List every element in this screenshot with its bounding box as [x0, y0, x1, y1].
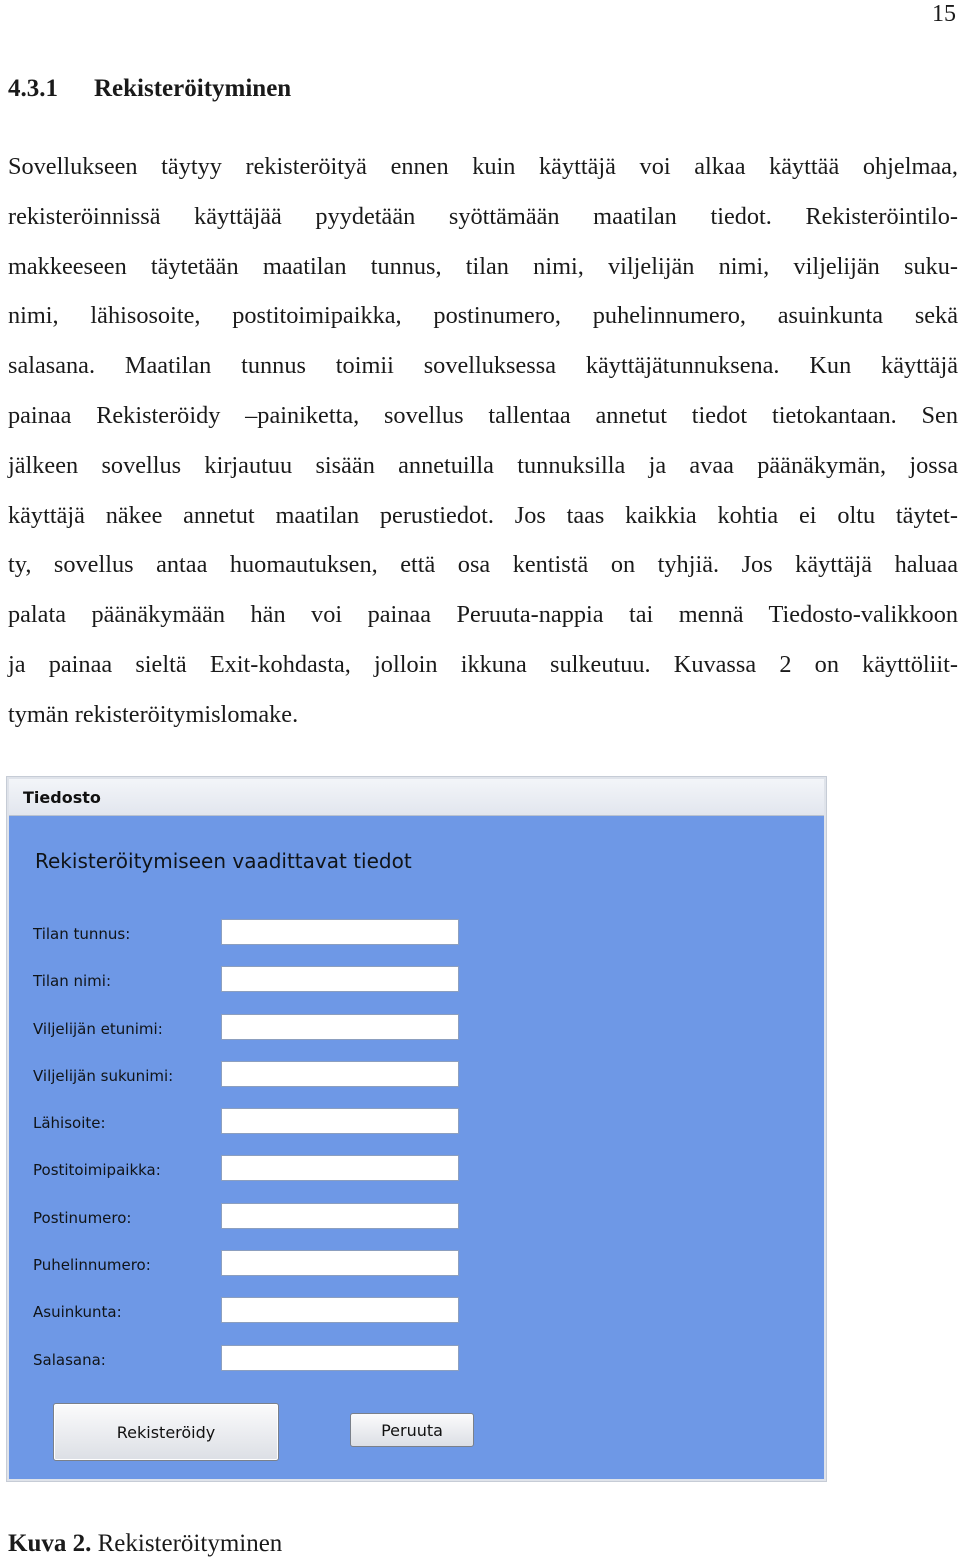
- paragraph-line: makkeeseen täytetään maatilan tunnus, tilan nimi, viljelijän nimi, viljelijän suku-: [8, 252, 958, 280]
- paragraph-line: painaa Rekisteröidy –painiketta, sovellus tallentaa annetut tiedot tietokantaan. Sen: [8, 401, 958, 429]
- field-row-last-name: [33, 1061, 473, 1091]
- paragraph-line: jälkeen sovellus kirjautuu sisään annetuilla tunnuksilla ja avaa päänäkymän, jossa: [8, 451, 958, 479]
- field-row-municipality: [33, 1297, 473, 1327]
- caption-text: Rekisteröityminen: [91, 1530, 283, 1557]
- field-row-post-office: [33, 1155, 473, 1185]
- last-name-input[interactable]: [221, 1061, 459, 1087]
- paragraph-line: ty, sovellus antaa huomautuksen, että osa kentistä on tyhjiä. Jos käyttäjä haluaa: [8, 551, 958, 579]
- paragraph-line: palata päänäkymään hän voi painaa Peruuta-nappia tai mennä Tiedosto-valikkoon: [8, 601, 958, 629]
- field-label: Salasana:: [33, 1351, 106, 1369]
- page-number: 15: [932, 1, 956, 27]
- field-label: Viljelijän etunimi:: [33, 1020, 163, 1038]
- farm-name-input[interactable]: [221, 966, 459, 992]
- phone-input[interactable]: [221, 1250, 459, 1276]
- password-input[interactable]: [221, 1345, 459, 1371]
- paragraph-line: nimi, lähisosoite, postitoimipaikka, postinumero, puhelinnumero, asuinkunta sekä: [8, 302, 958, 330]
- first-name-input[interactable]: [221, 1014, 459, 1040]
- registration-window: [9, 779, 824, 1479]
- register-button[interactable]: Rekisteröidy: [53, 1403, 279, 1461]
- paragraph-line: ja painaa sieltä Exit-kohdasta, jolloin ikkuna sulkeutuu. Kuvassa 2 on käyttöliit-: [8, 650, 958, 678]
- field-row-farm-name: [33, 966, 473, 996]
- field-row-street-address: [33, 1108, 473, 1138]
- field-label: Tilan tunnus:: [33, 925, 131, 943]
- field-row-phone: [33, 1250, 473, 1280]
- form-title: Rekisteröitymiseen vaadittavat tiedot: [35, 849, 412, 873]
- municipality-input[interactable]: [221, 1297, 459, 1323]
- field-row-postal-code: [33, 1203, 473, 1233]
- post-office-input[interactable]: [221, 1155, 459, 1181]
- field-row-password: [33, 1345, 473, 1375]
- paragraph-line: tymän rekisteröitymislomake.: [8, 700, 299, 728]
- section-number: 4.3.1: [8, 75, 58, 102]
- field-label: Lähisoite:: [33, 1114, 106, 1132]
- field-label: Postitoimipaikka:: [33, 1161, 161, 1179]
- field-label: Viljelijän sukunimi:: [33, 1067, 174, 1085]
- field-label: Postinumero:: [33, 1209, 132, 1227]
- field-row-first-name: [33, 1014, 473, 1044]
- street-address-input[interactable]: [221, 1108, 459, 1134]
- figure-caption: [8, 1526, 282, 1562]
- paragraph-line: käyttäjä näkee annetut maatilan perustiedot. Jos taas kaikkia kohtia ei oltu täytet-: [8, 501, 958, 529]
- menubar: [9, 779, 824, 816]
- paragraph-line: rekisteröinnissä käyttäjää pyydetään syöttämään maatilan tiedot. Rekisteröintilo-: [8, 202, 958, 230]
- field-row-farm-id: [33, 919, 473, 949]
- field-label: Asuinkunta:: [33, 1303, 122, 1321]
- body-paragraph: [8, 142, 958, 740]
- caption-label: Kuva 2.: [8, 1530, 92, 1557]
- menu-file[interactable]: Tiedosto: [23, 788, 101, 807]
- section-title: Rekisteröityminen: [94, 75, 292, 102]
- registration-form-screenshot: [6, 776, 827, 1482]
- field-label: Puhelinnumero:: [33, 1256, 151, 1274]
- section-heading: [8, 73, 291, 105]
- paragraph-line: Sovellukseen täytyy rekisteröityä ennen kuin käyttäjä voi alkaa käyttää ohjelmaa,: [8, 153, 958, 180]
- cancel-button[interactable]: Peruuta: [350, 1413, 474, 1447]
- field-label: Tilan nimi:: [33, 972, 112, 990]
- paragraph-line: salasana. Maatilan tunnus toimii sovelluksessa käyttäjätunnuksena. Kun käyttäjä: [8, 352, 958, 380]
- postal-code-input[interactable]: [221, 1203, 459, 1229]
- farm-id-input[interactable]: [221, 919, 459, 945]
